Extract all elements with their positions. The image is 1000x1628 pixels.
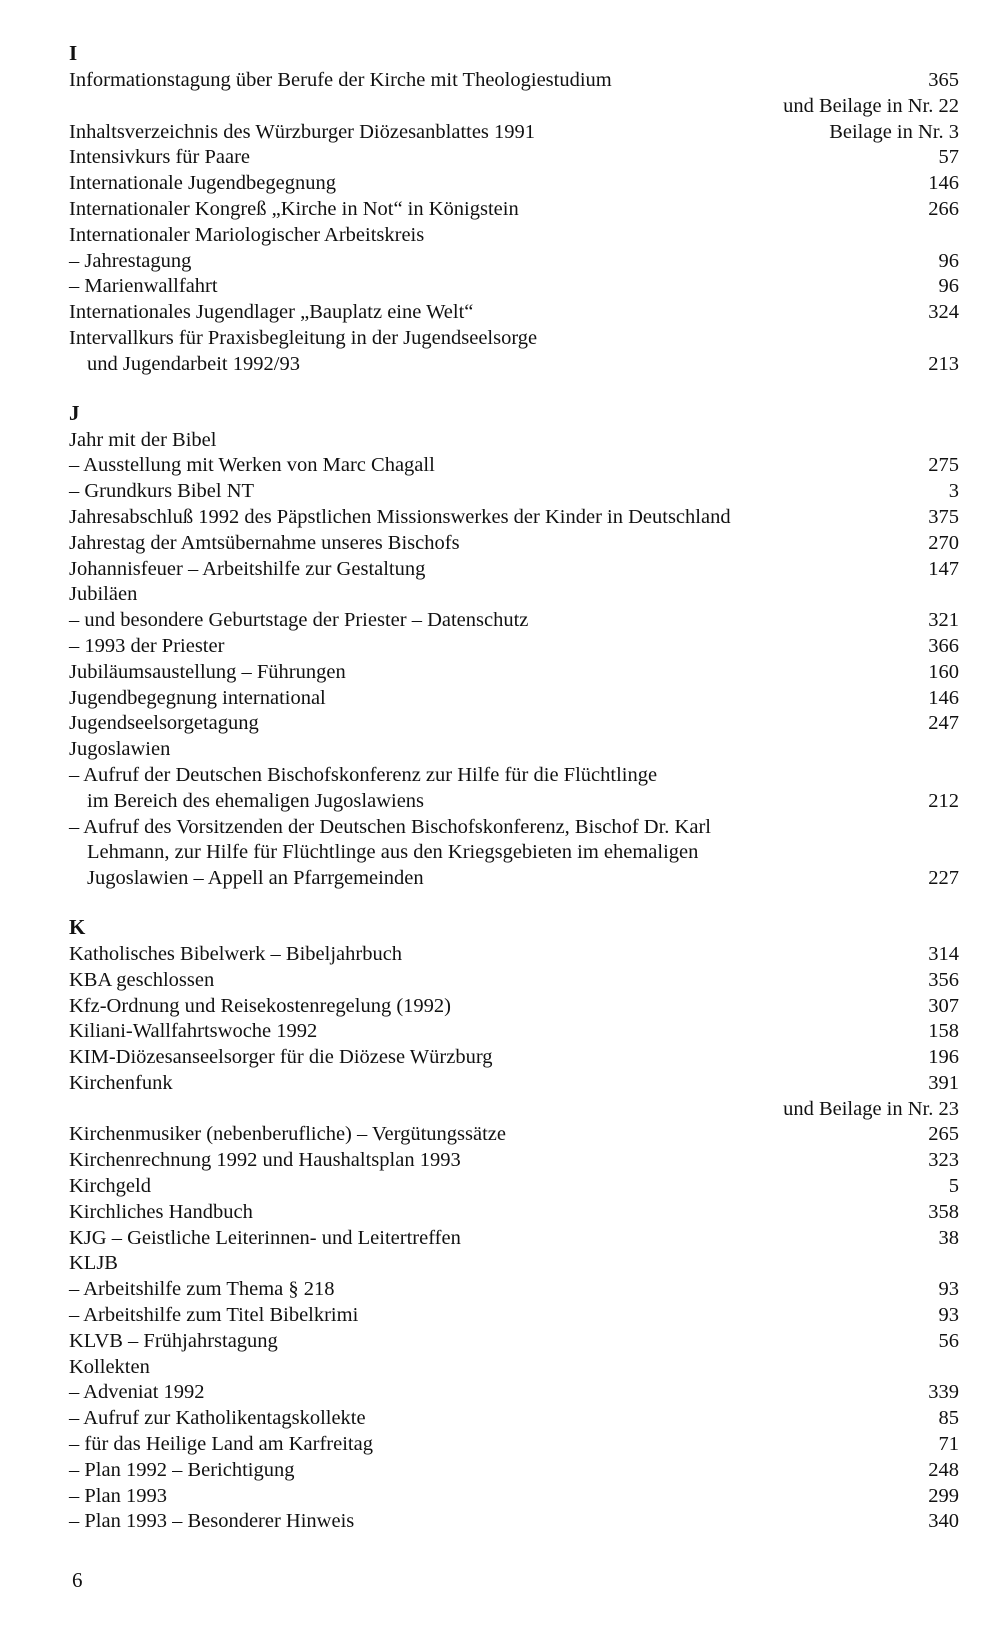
entry-title: – Arbeitshilfe zum Titel Bibelkrimi bbox=[69, 1304, 359, 1327]
entry-title: Jugoslawien bbox=[69, 738, 171, 761]
section-letter: J bbox=[69, 400, 80, 425]
entry-title: Jugendbegegnung international bbox=[69, 686, 326, 709]
entry-page-ref: 307 bbox=[928, 994, 959, 1017]
index-entry bbox=[69, 428, 959, 454]
index-entry bbox=[69, 1045, 959, 1071]
entry-page-ref: 247 bbox=[928, 712, 959, 735]
index-section-j bbox=[69, 402, 959, 892]
index-entry bbox=[69, 249, 959, 275]
index-entry bbox=[69, 120, 959, 146]
entry-title: – Aufruf zur Katholikentagskollekte bbox=[69, 1407, 366, 1430]
entry-title: – Plan 1993 bbox=[69, 1484, 167, 1507]
index-entry bbox=[69, 1148, 959, 1174]
entry-page-ref: 146 bbox=[928, 172, 959, 195]
index-entry bbox=[69, 197, 959, 223]
entry-title: Internationale Jugendbegegnung bbox=[69, 172, 336, 195]
entry-page-ref: 93 bbox=[938, 1304, 959, 1327]
index-entry bbox=[69, 453, 959, 479]
index-entry bbox=[69, 274, 959, 300]
index-entry bbox=[69, 1329, 959, 1355]
entry-title: Lehmann, zur Hilfe für Flüchtlinge aus den Kriegsgebieten im ehemaligen bbox=[87, 841, 699, 864]
index-entry bbox=[69, 1355, 959, 1381]
index-entry bbox=[69, 557, 959, 583]
index-entry bbox=[69, 1277, 959, 1303]
index-entry bbox=[69, 479, 959, 505]
entry-page-ref: 147 bbox=[928, 557, 959, 580]
entry-title: Intervallkurs für Praxisbegleitung in der Jugendseelsorge bbox=[69, 326, 538, 349]
index-entry bbox=[69, 1380, 959, 1406]
index-entry bbox=[69, 1406, 959, 1432]
entry-page-ref: 160 bbox=[928, 660, 959, 683]
entry-page-ref: 57 bbox=[938, 146, 959, 169]
index-entry bbox=[69, 608, 959, 634]
entry-page-ref: 356 bbox=[928, 968, 959, 991]
index-entry bbox=[69, 1458, 959, 1484]
entry-title: Jugoslawien – Appell an Pfarrgemeinden bbox=[87, 867, 424, 890]
entry-page-ref: 212 bbox=[928, 789, 959, 812]
entry-page-ref: 266 bbox=[928, 197, 959, 220]
entry-page-ref: 71 bbox=[938, 1433, 959, 1456]
index-entry bbox=[69, 531, 959, 557]
index-note bbox=[69, 94, 959, 120]
entry-title: – für das Heilige Land am Karfreitag bbox=[69, 1433, 373, 1456]
entry-title: Jahresabschluß 1992 des Päpstlichen Missionswerkes der Kinder in Deutschland bbox=[69, 505, 731, 528]
index-entry bbox=[69, 815, 959, 841]
entry-page-ref: 3 bbox=[948, 480, 959, 503]
entry-title: Kfz-Ordnung und Reisekostenregelung (1992) bbox=[69, 994, 452, 1017]
entry-page-ref: 321 bbox=[928, 609, 959, 632]
entry-title: Internationaler Kongreß „Kirche in Not“ in Königstein bbox=[69, 197, 519, 220]
entry-title: – Aufruf des Vorsitzenden der Deutschen Bischofskonferenz, Bischof Dr. Karl bbox=[69, 815, 711, 838]
entry-page-ref: 56 bbox=[938, 1329, 959, 1352]
entry-page-ref: 375 bbox=[928, 505, 959, 528]
index-entry bbox=[69, 1432, 959, 1458]
entry-title: Jugendseelsorgetagung bbox=[69, 712, 259, 735]
index-entry bbox=[69, 711, 959, 737]
section-letter: K bbox=[69, 914, 86, 939]
index-entry-continuation bbox=[69, 352, 959, 378]
index-entry bbox=[69, 145, 959, 171]
entry-title: im Bereich des ehemaligen Jugoslawiens bbox=[87, 789, 425, 812]
entry-page-ref: 365 bbox=[928, 69, 959, 91]
index-entry bbox=[69, 1019, 959, 1045]
index-note-text: und Beilage in Nr. 23 bbox=[783, 1097, 959, 1120]
index-note bbox=[69, 1097, 959, 1123]
index-note-text: und Beilage in Nr. 22 bbox=[783, 94, 959, 117]
entry-page-ref: 323 bbox=[928, 1149, 959, 1172]
page-number: 6 bbox=[72, 1568, 83, 1592]
entry-page-ref: 146 bbox=[928, 686, 959, 709]
index-entry bbox=[69, 1509, 959, 1535]
entry-page-ref: 85 bbox=[938, 1407, 959, 1430]
entry-title: – Plan 1993 – Besonderer Hinweis bbox=[69, 1510, 355, 1533]
entry-title: Jubiläumsaustellung – Führungen bbox=[69, 660, 346, 683]
index-entry bbox=[69, 171, 959, 197]
entry-title: Kirchenrechnung 1992 und Haushaltsplan 1993 bbox=[69, 1149, 461, 1172]
entry-title: – Jahrestagung bbox=[69, 249, 192, 272]
index-entry bbox=[69, 737, 959, 763]
entry-title: Inhaltsverzeichnis des Würzburger Diözesanblattes 1991 bbox=[69, 120, 536, 143]
entry-page-ref: 5 bbox=[948, 1175, 959, 1198]
entry-page-ref: 196 bbox=[928, 1046, 959, 1069]
entry-page-ref: 270 bbox=[928, 531, 959, 554]
index-entry bbox=[69, 1200, 959, 1226]
entry-title: – Grundkurs Bibel NT bbox=[69, 480, 255, 503]
entry-title: – Adveniat 1992 bbox=[69, 1381, 205, 1404]
entry-title: Intensivkurs für Paare bbox=[69, 146, 251, 169]
index-entry bbox=[69, 763, 959, 789]
entry-title: KBA geschlossen bbox=[69, 968, 215, 991]
entry-title: Jahr mit der Bibel bbox=[69, 428, 217, 451]
entry-title: – Plan 1992 – Berichtigung bbox=[69, 1458, 295, 1481]
entry-page-ref: 158 bbox=[928, 1020, 959, 1043]
entry-page-ref: 96 bbox=[938, 275, 959, 298]
index-entry bbox=[69, 1303, 959, 1329]
entry-page-ref: 340 bbox=[928, 1510, 959, 1533]
index-entry bbox=[69, 1174, 959, 1200]
index-entry bbox=[69, 223, 959, 249]
entry-title: KIM-Diözesanseelsorger für die Diözese Würzburg bbox=[69, 1046, 493, 1069]
entry-title: – und besondere Geburtstage der Priester – Datenschutz bbox=[69, 609, 529, 632]
entry-title: Informationstagung über Berufe der Kirche mit Theologiestudium bbox=[69, 69, 612, 91]
index-entry bbox=[69, 1484, 959, 1510]
index-entry-continuation bbox=[69, 866, 959, 892]
entry-title: Jubiläen bbox=[69, 583, 138, 606]
index-entry-continuation bbox=[69, 840, 959, 866]
entry-page-ref: 366 bbox=[928, 634, 959, 657]
entry-title: Internationaler Mariologischer Arbeitskreis bbox=[69, 223, 425, 246]
entry-title: Kirchgeld bbox=[69, 1175, 151, 1198]
index-entry bbox=[69, 582, 959, 608]
entry-page-ref: 339 bbox=[928, 1381, 959, 1404]
entry-title: – Ausstellung mit Werken von Marc Chagall bbox=[69, 454, 435, 477]
entry-page-ref: 265 bbox=[928, 1123, 959, 1146]
entry-page-ref: 227 bbox=[928, 867, 959, 890]
entry-title: KLJB bbox=[69, 1252, 118, 1275]
index-entry bbox=[69, 1251, 959, 1277]
entry-title: KLVB – Frühjahrstagung bbox=[69, 1329, 278, 1352]
index-entry bbox=[69, 68, 959, 94]
index-entry bbox=[69, 968, 959, 994]
index-entry-continuation bbox=[69, 789, 959, 815]
index-entry bbox=[69, 505, 959, 531]
entry-title: – 1993 der Priester bbox=[69, 634, 225, 657]
index-entry bbox=[69, 1226, 959, 1252]
index-entry bbox=[69, 1122, 959, 1148]
entry-title: Jahrestag der Amtsübernahme unseres Bischofs bbox=[69, 531, 460, 554]
entry-page-ref: 358 bbox=[928, 1200, 959, 1223]
entry-title: Kollekten bbox=[69, 1355, 150, 1378]
index-entry bbox=[69, 994, 959, 1020]
entry-title: KJG – Geistliche Leiterinnen- und Leitertreffen bbox=[69, 1226, 461, 1249]
entry-title: Internationales Jugendlager „Bauplatz eine Welt“ bbox=[69, 301, 474, 324]
index-entry bbox=[69, 686, 959, 712]
index-section-k bbox=[69, 916, 959, 1535]
index-section-i bbox=[69, 42, 959, 378]
index-entry bbox=[69, 300, 959, 326]
entry-title: – Aufruf der Deutschen Bischofskonferenz zur Hilfe für die Flüchtlinge bbox=[69, 763, 658, 786]
index-entry bbox=[69, 634, 959, 660]
entry-page-ref: 324 bbox=[928, 301, 959, 324]
entry-title: und Jugendarbeit 1992/93 bbox=[87, 352, 300, 375]
entry-title: Katholisches Bibelwerk – Bibeljahrbuch bbox=[69, 942, 403, 965]
entry-title: – Marienwallfahrt bbox=[69, 275, 218, 298]
entry-title: Kiliani-Wallfahrtswoche 1992 bbox=[69, 1020, 318, 1043]
index-entry bbox=[69, 660, 959, 686]
index-entry bbox=[69, 1071, 959, 1097]
entry-page-ref: 93 bbox=[938, 1278, 959, 1301]
entry-title: – Arbeitshilfe zum Thema § 218 bbox=[69, 1278, 335, 1301]
entry-page-ref: 213 bbox=[928, 352, 959, 375]
entry-page-ref: 391 bbox=[928, 1071, 959, 1094]
entry-title: Kirchenmusiker (nebenberufliche) – Vergütungssätze bbox=[69, 1123, 506, 1146]
index-entry bbox=[69, 942, 959, 968]
index-page bbox=[69, 42, 959, 1535]
section-letter: I bbox=[69, 41, 78, 65]
entry-page-ref: 299 bbox=[928, 1484, 959, 1507]
entry-title: Kirchliches Handbuch bbox=[69, 1200, 253, 1223]
entry-page-ref: 314 bbox=[928, 942, 959, 965]
entry-page-ref: 275 bbox=[928, 454, 959, 477]
entry-title: Kirchenfunk bbox=[69, 1071, 173, 1094]
index-entry bbox=[69, 326, 959, 352]
entry-page-ref: 38 bbox=[938, 1226, 959, 1249]
entry-page-ref: Beilage in Nr. 3 bbox=[829, 120, 959, 143]
entry-page-ref: 248 bbox=[928, 1458, 959, 1481]
entry-title: Johannisfeuer – Arbeitshilfe zur Gestaltung bbox=[69, 557, 426, 580]
entry-page-ref: 96 bbox=[938, 249, 959, 272]
